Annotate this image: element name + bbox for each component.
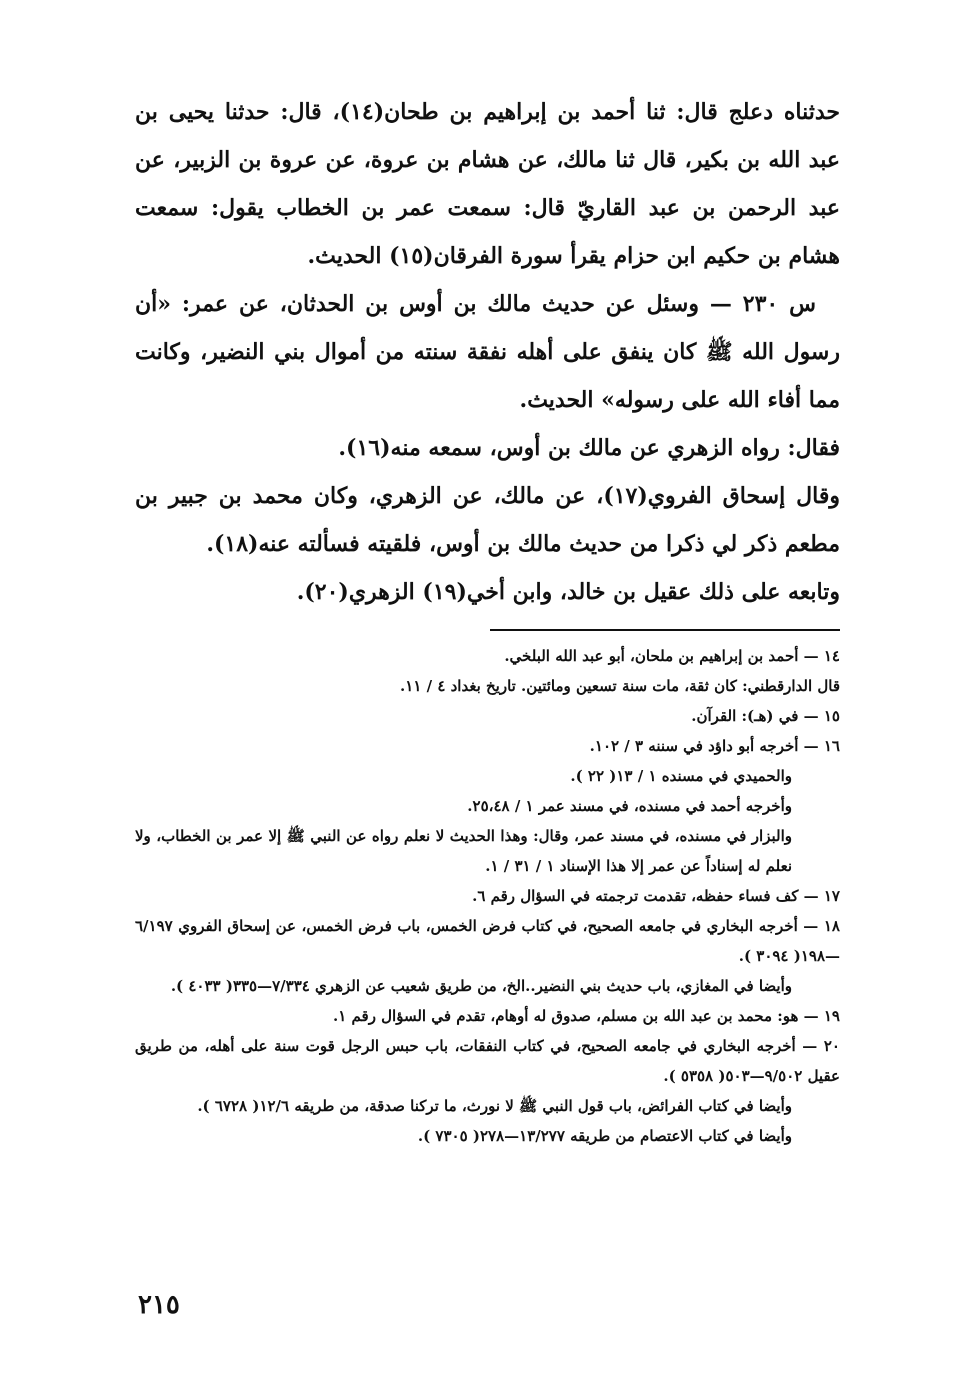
footnote: وأيضا في المغازي، باب حديث بني النضير..الخ، من طريق شعيب عن الزهري ٧/٣٣٤—٣٣٥( ٤٠٣٣ ). [170,977,792,995]
paragraph: وتابعه على ذلك عقيل بن خالد، وابن أخي(١٩) الزهري(٢٠). [296,579,840,605]
footnote: ٢٠ — أخرجه البخاري في جامعه الصحيح، في كتاب النفقات، باب حبس الرجل قوت سنة على أهله، من طريق عقيل ٩/٥٠٢—٥٠٣( ٥٣٥٨ ). [135,1037,840,1085]
footnote: ١٤ — أحمد بن إبراهيم بن ملحان، أبو عبد الله البلخي. [504,647,840,665]
paragraph: حدثناه دعلج قال: ثنا أحمد بن إبراهيم بن طحان(١٤)، قال: حدثنا يحيى بن عبد الله بن بكير، قال ثنا مالك، عن هشام بن عروة، عن عروة بن الزبير، عن عبد الرحمن بن عبد القاريّ قال: سمعت عمر بن الخطاب يقول: سمعت هشام بن حكيم ابن حزام يقرأ سورة الفرقان(١٥) الحديث. [135,99,840,269]
footnote: ١٦ — أخرجه أبو داؤد في سننه ٣ / ١٠٢. [589,737,840,755]
paragraph: س ٢٣٠ — وسئل عن حديث مالك بن أوس بن الحدثان، عن عمر: «أن رسول الله ﷺ كان ينفق على أهله نفقة سنته من أموال بني النضير، وكانت مما أفاء الله على رسوله» الحديث. [135,291,840,413]
footnote: وأيضا في كتاب الاعتصام من طريقه ١٣/٢٧٧—٢٧٨( ٧٣٠٥ ). [417,1127,792,1145]
footnote: ١٧ — كف فساء حفظه، تقدمت ترجمته في السؤال رقم ٦. [472,887,840,905]
footnote: والحميدي في مسنده ١ / ١٣( ٢٢ ). [570,767,792,785]
footnote: ١٨ — أخرجه البخاري في جامعه الصحيح، في كتاب فرض الخمس، باب فرض الخمس، عن إسحاق الفروي ٦/١٩٧—١٩٨( ٣٠٩٤ ). [135,917,840,965]
page-content [135,88,840,1151]
main-text [135,88,840,616]
footnotes [135,641,840,1151]
paragraph: وقال إسحاق الفروي(١٧)، عن مالك، عن الزهري، وكان محمد بن جبير بن مطعم ذكر لي ذكرا من حديث مالك بن أوس، فلقيته فسألته عنه(١٨). [135,483,840,557]
page-number: ٢١٥ [138,1290,180,1320]
footnote: ١٩ — هو: محمد بن عبد الله بن مسلم، صدوق له أوهام، تقدم في السؤال رقم ١. [333,1007,840,1025]
footnote: ١٥ — في (هـ): القرآن. [691,707,840,725]
paragraph: فقال: رواه الزهري عن مالك بن أوس، سمعه منه(١٦). [338,435,840,461]
footnote: قال الدارقطني: كان ثقة، مات سنة تسعين ومائتين. تاريخ بغداد ٤ / ١١. [400,677,840,695]
footnote: وأخرجه أحمد في مسنده، في مسند عمر ١ / ٢٥،٤٨. [467,797,792,815]
footnote: وأيضا في كتاب الفرائض، باب قول النبي ﷺ لا نورث، ما تركنا صدقة، من طريقه ١٢/٦( ٦٧٢٨ ). [197,1097,792,1115]
footnote-divider [490,629,840,631]
footnote: والبزار في مسنده، في مسند عمر، وقال: وهذا الحديث لا نعلم رواه عن النبي ﷺ إلا عمر بن الخطاب، ولا نعلم له إسناداً عن عمر إلا هذا الإسناد ١ / ٣١ / ١. [135,827,792,875]
